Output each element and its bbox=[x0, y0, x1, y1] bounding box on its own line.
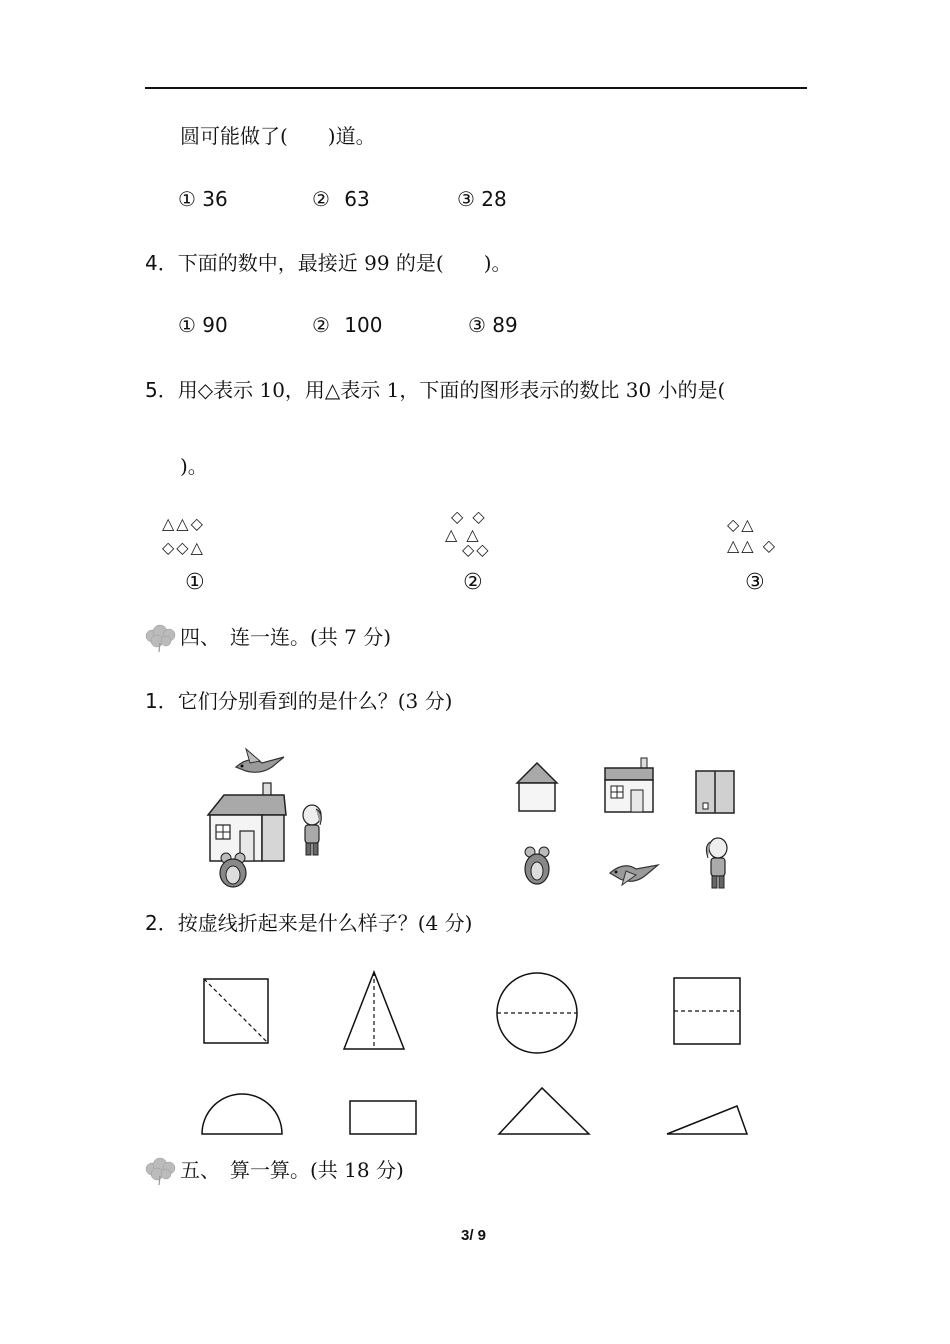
option-mark: ② bbox=[312, 187, 330, 211]
question-number: 5． bbox=[145, 378, 178, 402]
section-flower-icon bbox=[143, 1156, 179, 1186]
triangle-fold-shape[interactable] bbox=[343, 971, 405, 1051]
figure-2-row-1: ◇ ◇ bbox=[451, 507, 487, 526]
question-number: 2． bbox=[145, 911, 178, 935]
q3-option-3[interactable] bbox=[457, 185, 507, 213]
square-horizontal-fold-shape[interactable] bbox=[673, 977, 741, 1045]
frog-icon bbox=[217, 851, 249, 889]
q4-option-1[interactable] bbox=[178, 311, 228, 339]
s4-q2 bbox=[145, 909, 472, 937]
option-value: 100 bbox=[344, 313, 383, 337]
figure-1-row-1: △△◇ bbox=[162, 514, 205, 533]
bird-icon bbox=[232, 747, 288, 777]
q4-question bbox=[145, 249, 512, 277]
header-rule bbox=[145, 87, 807, 89]
figure-2-mark[interactable]: ② bbox=[463, 570, 483, 595]
option-value: 28 bbox=[481, 187, 507, 211]
question-text: 用◇表示 10，用△表示 1，下面的图形表示的数比 30 小的是( bbox=[177, 378, 726, 402]
section-5-title: 五、 算一算。(共 18 分) bbox=[180, 1158, 404, 1182]
question-text: 它们分别看到的是什么？(3 分) bbox=[177, 689, 453, 713]
q5-question bbox=[145, 376, 725, 404]
question-text: 下面的数中，最接近 99 的是( )。 bbox=[177, 251, 512, 275]
figure-1-mark[interactable]: ① bbox=[185, 570, 205, 595]
q4-option-2[interactable] bbox=[312, 311, 382, 339]
s4-q1 bbox=[145, 687, 452, 715]
q5-question-tail: )。 bbox=[180, 454, 208, 478]
bird-option-icon[interactable] bbox=[606, 855, 662, 887]
page-number: 3/ 9 bbox=[461, 1227, 487, 1244]
option-mark: ① bbox=[178, 187, 196, 211]
option-mark: ② bbox=[312, 313, 330, 337]
right-triangle-shape[interactable] bbox=[665, 1104, 749, 1136]
semicircle-shape[interactable] bbox=[201, 1092, 283, 1136]
q3-option-1[interactable] bbox=[178, 185, 228, 213]
dog-option-icon[interactable] bbox=[702, 836, 732, 890]
q3-option-2[interactable] bbox=[312, 185, 370, 213]
option-mark: ③ bbox=[468, 313, 486, 337]
rectangle-shape[interactable] bbox=[349, 1100, 417, 1136]
question-text: 按虚线折起来是什么样子？(4 分) bbox=[177, 911, 473, 935]
house-view-back-icon[interactable] bbox=[515, 761, 559, 813]
figure-3-row-2: △△ ◇ bbox=[727, 536, 777, 555]
question-number: 4． bbox=[145, 251, 178, 275]
square-diagonal-fold-shape[interactable] bbox=[203, 978, 269, 1044]
house-view-side-icon[interactable] bbox=[694, 769, 736, 815]
section-4-title: 四、 连一连。(共 7 分) bbox=[180, 625, 392, 649]
dog-icon bbox=[296, 803, 326, 857]
option-value: 63 bbox=[344, 187, 370, 211]
q3-text: 圆可能做了( )道。 bbox=[180, 124, 376, 148]
figure-3-mark[interactable]: ③ bbox=[745, 570, 765, 595]
option-mark: ① bbox=[178, 313, 196, 337]
figure-2-row-2: △ △ bbox=[445, 525, 481, 544]
figure-3-row-1: ◇△ bbox=[727, 515, 756, 534]
figure-2-row-3: ◇◇ bbox=[462, 540, 491, 559]
frog-option-icon[interactable] bbox=[521, 845, 553, 887]
figure-1-row-2: ◇◇△ bbox=[162, 538, 205, 557]
isosceles-right-triangle-shape[interactable] bbox=[497, 1086, 591, 1136]
option-value: 36 bbox=[202, 187, 228, 211]
circle-fold-shape[interactable] bbox=[495, 971, 579, 1055]
q4-option-3[interactable] bbox=[468, 311, 518, 339]
option-value: 90 bbox=[202, 313, 228, 337]
house-view-front-icon[interactable] bbox=[603, 758, 655, 814]
question-number: 1． bbox=[145, 689, 178, 713]
option-mark: ③ bbox=[457, 187, 475, 211]
option-value: 89 bbox=[492, 313, 518, 337]
section-flower-icon bbox=[143, 623, 179, 653]
